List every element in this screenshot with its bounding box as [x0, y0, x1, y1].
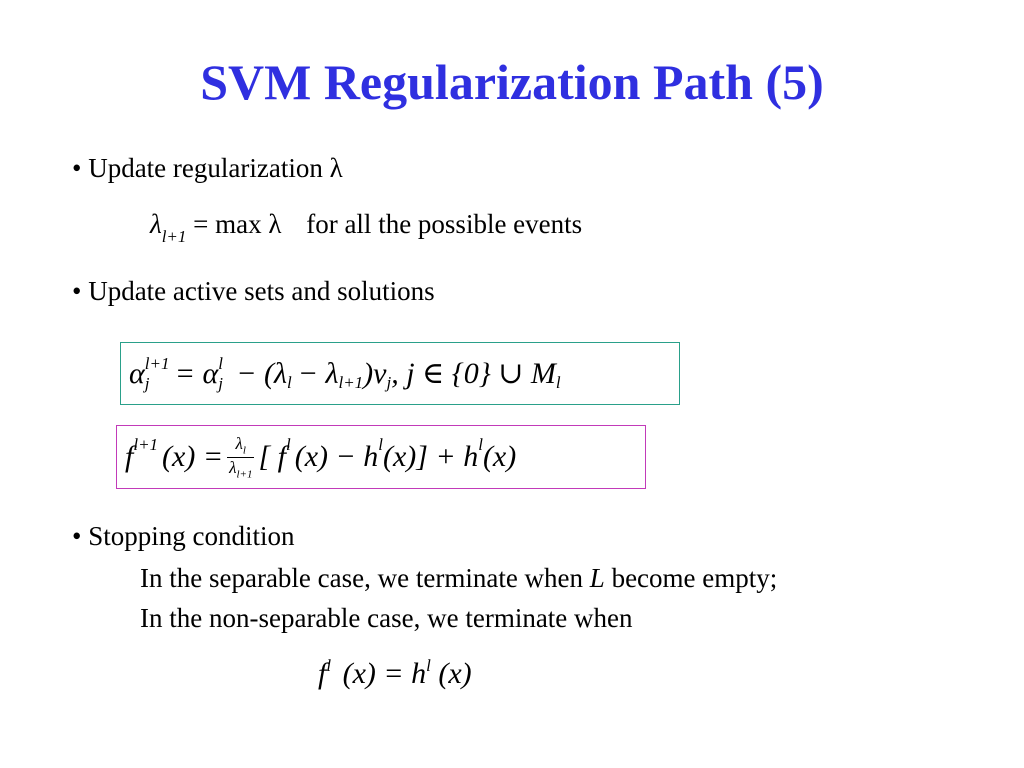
f-symbol: f [125, 440, 134, 473]
formula-note: for all the possible events [306, 209, 583, 239]
lambda1-sub: l [286, 372, 292, 392]
den-lambda: λ [229, 457, 237, 477]
alpha2-sub: j [218, 373, 223, 393]
max-expression: = max λ [193, 209, 282, 239]
fraction-denominator [227, 458, 254, 480]
lambda-ratio-fraction [227, 434, 254, 480]
f-eq: (x) = [162, 440, 224, 473]
f-sup: l+1 [133, 435, 159, 454]
stop-line1-end: become empty; [604, 563, 778, 593]
stop-line-nonseparable: In the non-separable case, we terminate when [140, 603, 633, 633]
index-set: , j ∈ {0} ∪ M [391, 357, 556, 390]
alpha-indices [144, 353, 175, 393]
lambda2-sub: l+1 [338, 372, 364, 392]
bracket-f: [ f [258, 440, 286, 473]
final-mid: (x) = h [342, 657, 427, 690]
fraction-numerator [227, 434, 254, 457]
stop-line1-text: In the separable case, we terminate when [140, 563, 590, 593]
final-f-sup: l [326, 656, 332, 675]
final-end: (x) [438, 657, 472, 690]
alpha2-indices [218, 353, 236, 393]
final-f: f [318, 657, 327, 690]
minus-h: (x) − h [294, 440, 379, 473]
final-h-sup: l [426, 656, 431, 675]
alpha-eq: = α [174, 356, 219, 390]
final-equation [318, 656, 472, 692]
minus-lambda: − (λ [236, 356, 287, 390]
num-lambda: λ [235, 434, 243, 454]
minus-lambda2: − λ [297, 356, 339, 390]
slide-title: SVM Regularization Path (5) [200, 54, 824, 110]
alpha-update-equation-box [120, 342, 680, 405]
num-sub: l [242, 444, 246, 457]
f-end: (x) [482, 440, 517, 473]
bullet-stopping-condition: • Stopping condition [72, 521, 295, 551]
alpha-sup: l+1 [144, 353, 170, 373]
plus-h: (x)] + h [382, 440, 479, 473]
den-sub: l+1 [236, 467, 253, 480]
L-symbol: L [589, 563, 605, 593]
alpha-sub: j [144, 373, 150, 393]
lambda-subscript: l+1 [161, 227, 187, 246]
alpha2-sup: l [218, 353, 223, 373]
h2-sup: l [478, 435, 483, 454]
alpha-symbol: α [129, 356, 145, 390]
f2-sup: l [285, 435, 291, 454]
nu-sub: j [386, 372, 392, 392]
lambda-symbol: λ [150, 209, 162, 239]
bullet-update-active-sets: • Update active sets and solutions [72, 276, 435, 306]
f-update-equation-box [116, 425, 646, 489]
bullet-update-regularization: • Update regularization λ [72, 153, 343, 183]
M-sub: l [555, 372, 561, 392]
h-sup: l [378, 435, 383, 454]
stop-line-separable [140, 562, 777, 594]
nu-symbol: )ν [363, 356, 387, 390]
formula-lambda-update [150, 208, 583, 246]
